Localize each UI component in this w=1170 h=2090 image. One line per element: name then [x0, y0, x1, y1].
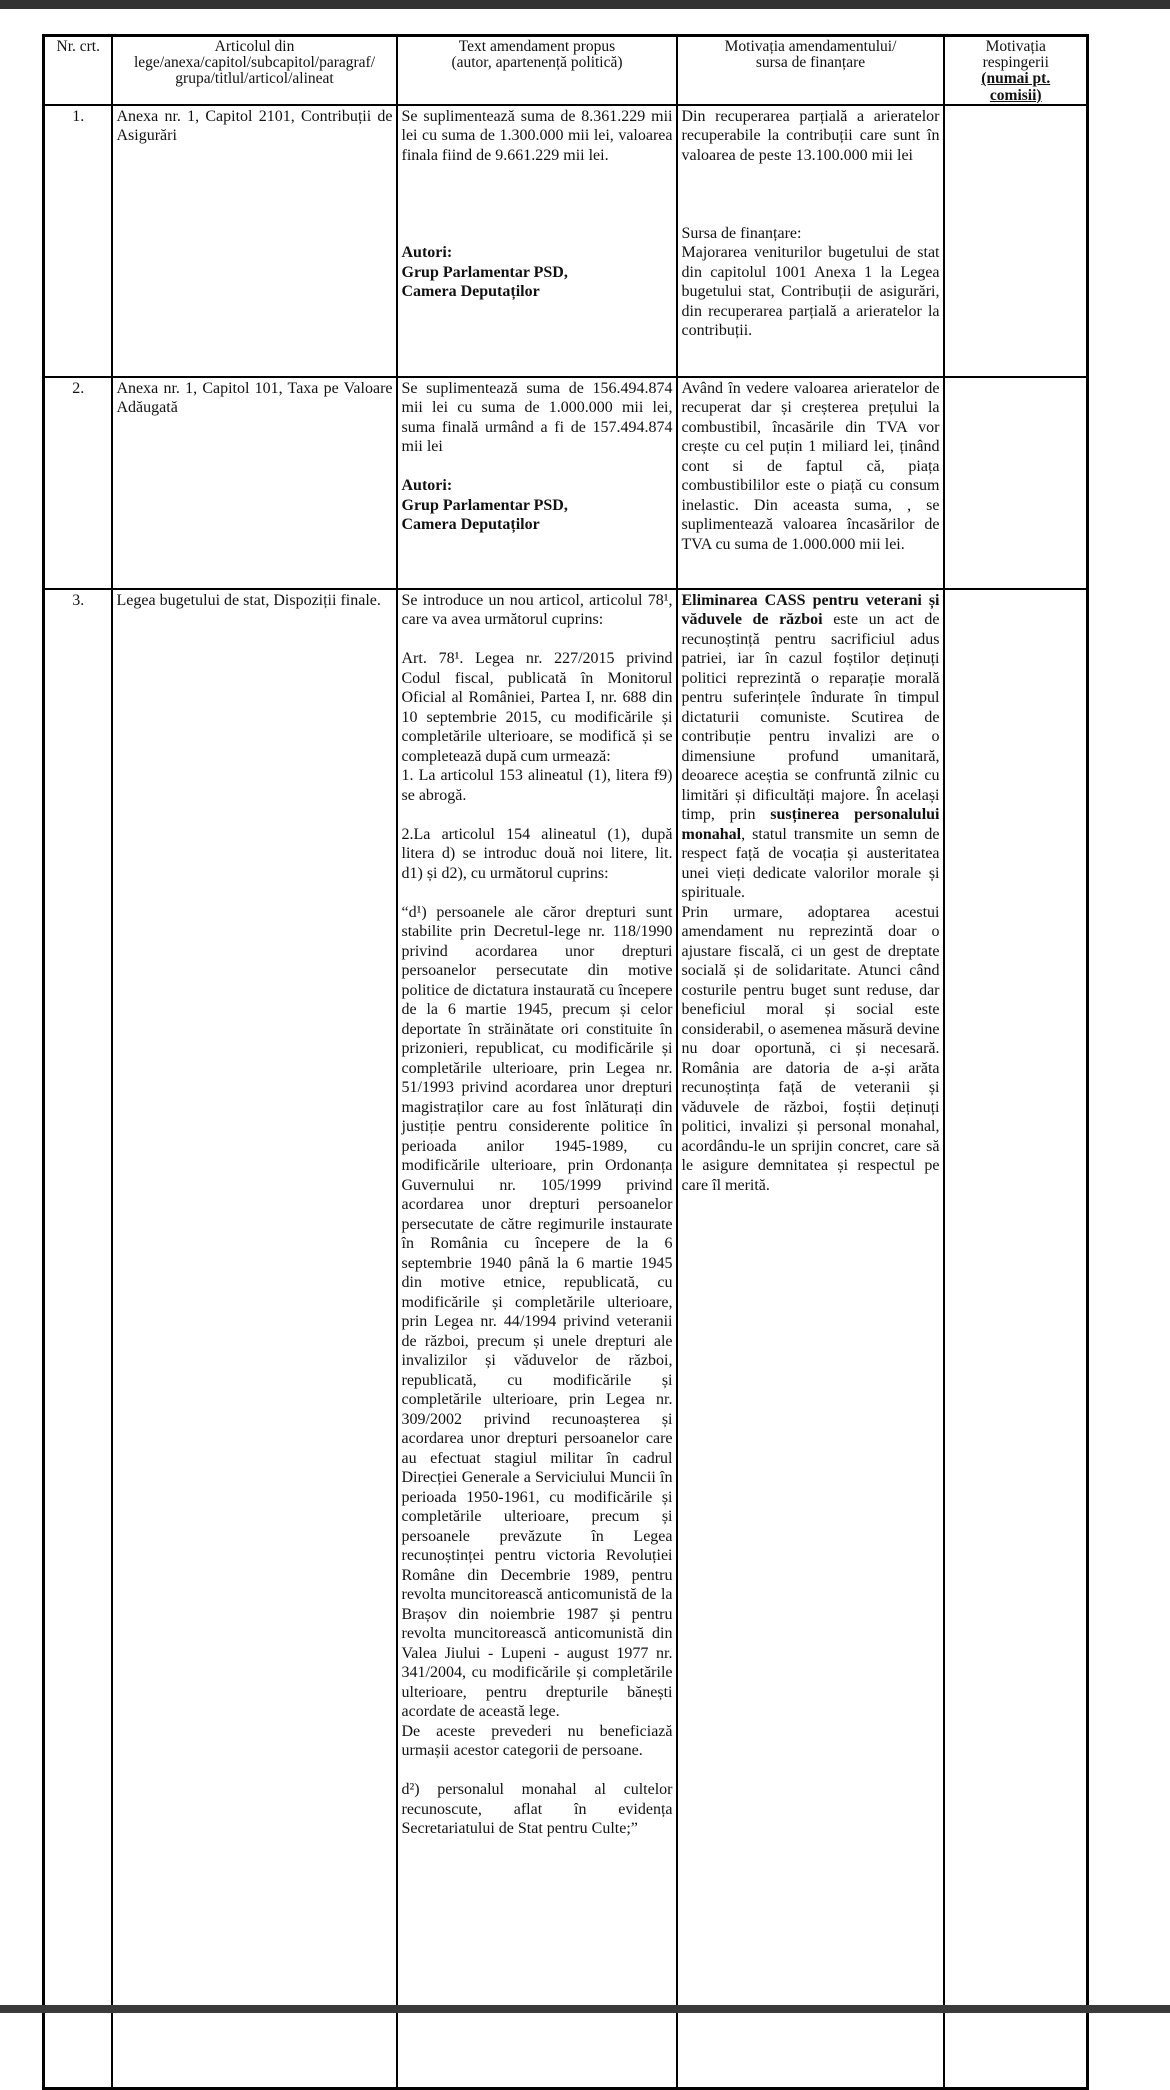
cell-amendament: Se suplimentează suma de 156.494.874 mii lei cu suma de 1.000.000 mii lei, suma finală urmând a fi de 157.494.874 mii lei Autori: Grup Parlamentar PSD, Camera Deputaților — [397, 377, 677, 589]
column-header-articol: Articolul din lege/anexa/capitol/subcapitol/paragraf/ grupa/titlul/articol/alineat — [112, 36, 397, 105]
page-edge-bottom — [0, 2005, 1170, 2013]
table-header — [44, 36, 1088, 105]
page-edge-top — [0, 0, 1170, 9]
column-header-motivatia-respingerii: Motivația respingerii (numai pt. comisii) — [944, 36, 1088, 105]
cell-articol: Anexa nr. 1, Capitol 2101, Contribuții de Asigurări — [112, 105, 397, 377]
table-row — [44, 589, 1088, 2089]
table-row — [44, 377, 1088, 589]
table-body — [44, 105, 1088, 2089]
cell-articol: Anexa nr. 1, Capitol 101, Taxa pe Valoare Adăugată — [112, 377, 397, 589]
cell-respingere — [944, 377, 1088, 589]
cell-amendament: Se introduce un nou articol, articolul 78¹, care va avea următorul cuprins: Art. 78¹. Legea nr. 227/2015 privind Codul fiscal, publicată în Monitorul Oficial al României, Partea I, nr. 688 din 10 septembrie 2015, cu modificările și completările ulterioare, se modifică și se completează după cum urmează: 1. La articolul 153 alineatul (1), litera f9) se abrogă. 2.La articolul 154 alineatul (1), după litera d) se introduc două noi litere, lit. d1) și d2), cu următorul cuprins: “d¹) persoanele ale căror drepturi sunt stabilite prin Decretul-lege nr. 118/1990 privind acordarea unor drepturi persoanelor persecutate din motive politice de dictatura instaurată cu începere de la 6 martie 1945, precum și celor deportate în străinătate ori constituite în prizonieri, republicat, cu modificările și completările ulterioare, prin Legea nr. 51/1993 privind acordarea unor drepturi magistraților care au fost înlăturați din justiție pentru considerente politice în perioada anilor 1945-1989, cu modificările ulterioare, prin Ordonanța Guvernului nr. 105/1999 privind acordarea unor drepturi persoanelor persecutate de către regimurile instaurate în România cu începere de la 6 septembrie 1940 până la 6 martie 1945 din motive etnice, republicată, cu modificările și completările ulterioare, prin Legea nr. 44/1994 privind veteranii de război, precum și unele drepturi ale invalizilor și văduvelor de război, republicată, cu modificările și completările ulterioare, prin Legea nr. 309/2002 privind recunoașterea și acordarea unor drepturi persoanelor care au efectuat stagiul militar în cadrul Direcției Generale a Serviciului Muncii în perioada 1950-1961, cu modificările și completările ulterioare, precum și persoanele prevăzute în Legea recunoștinței pentru victoria Revoluției Române din Decembrie 1989, pentru revolta muncitorească anticomunistă de la Brașov din noiembrie 1987 și pentru revolta muncitorească anticomunistă din Valea Jiului - Lupeni - august 1977 nr. 341/2004, cu modificările și completările ulterioare, pentru drepturile bănești acordate de această lege. De aceste prevederi nu beneficiază urmașii acestor categorii de persoane. d²) personalul monahal al cultelor recunoscute, aflat în evidența Secretariatului de Stat pentru Culte;” — [397, 589, 677, 2089]
cell-nr: 3. — [44, 589, 112, 2089]
cell-motivatie: Având în vedere valoarea arieratelor de recuperat dar și creșterea prețului la combustibil, încasările din TVA vor crește cu cel puțin 1 miliard lei, ținând cont si de faptul că, piața combustibililor este o piață cu consum inelastic. Din aceasta suma, , se suplimentează valoarea încasărilor de TVA cu suma de 1.000.000 mii lei. — [677, 377, 944, 589]
column-header-motivatia: Motivația amendamentului/ sursa de finanțare — [677, 36, 944, 105]
cell-nr: 1. — [44, 105, 112, 377]
cell-motivatie: Din recuperarea parțială a arieratelor recuperabile la contribuții care sunt în valoarea de peste 13.100.000 mii lei Sursa de finanțare: Majorarea veniturilor bugetului de stat din capitolul 1001 Anexa 1 la Legea bugetului stat, Contribuții de asigurări, din recuperarea parțială a arieratelor la contribuții. — [677, 105, 944, 377]
column-header-nr-crt: Nr. crt. — [44, 36, 112, 105]
table-row — [44, 105, 1088, 377]
cell-articol: Legea bugetului de stat, Dispoziții finale. — [112, 589, 397, 2089]
cell-amendament: Se suplimentează suma de 8.361.229 mii lei cu suma de 1.300.000 mii lei, valoarea finala fiind de 9.661.229 mii lei. Autori: Grup Parlamentar PSD, Camera Deputaților — [397, 105, 677, 377]
amendments-table — [42, 34, 1089, 2090]
header-row — [44, 36, 1088, 105]
cell-respingere — [944, 105, 1088, 377]
column-header-text-amendament: Text amendament propus (autor, apartenență politică) — [397, 36, 677, 105]
cell-respingere — [944, 589, 1088, 2089]
cell-motivatie: Eliminarea CASS pentru veterani și văduvele de război este un act de recunoștință pentru sacrificiul adus patriei, iar în cazul foștilor deținuți politici reprezintă o reparație morală pentru suferințele îndurate în timpul dictaturii comuniste. Scutirea de contribuție pentru invalizi are o dimensiune profund umanitară, deoarece aceștia se confruntă zilnic cu limitări și dificultăți majore. În același timp, prin susținerea personalului monahal, statul transmite un semn de respect față de vocația și austeritatea unei vieți dedicate valorilor morale și spirituale. Prin urmare, adoptarea acestui amendament nu reprezintă doar o ajustare fiscală, ci un gest de dreptate socială și de solidaritate. Atunci când costurile pentru buget sunt reduse, dar beneficiul moral și social este considerabil, o asemenea măsură devine nu doar oportună, ci și necesară. România are datoria de a-și arăta recunoștința față de veteranii și văduvele de război, foștii deținuți politici, invalizi și personal monahal, acordându-le un sprijin concret, care să le asigure demnitatea și respectul pe care îl merită. — [677, 589, 944, 2089]
cell-nr: 2. — [44, 377, 112, 589]
